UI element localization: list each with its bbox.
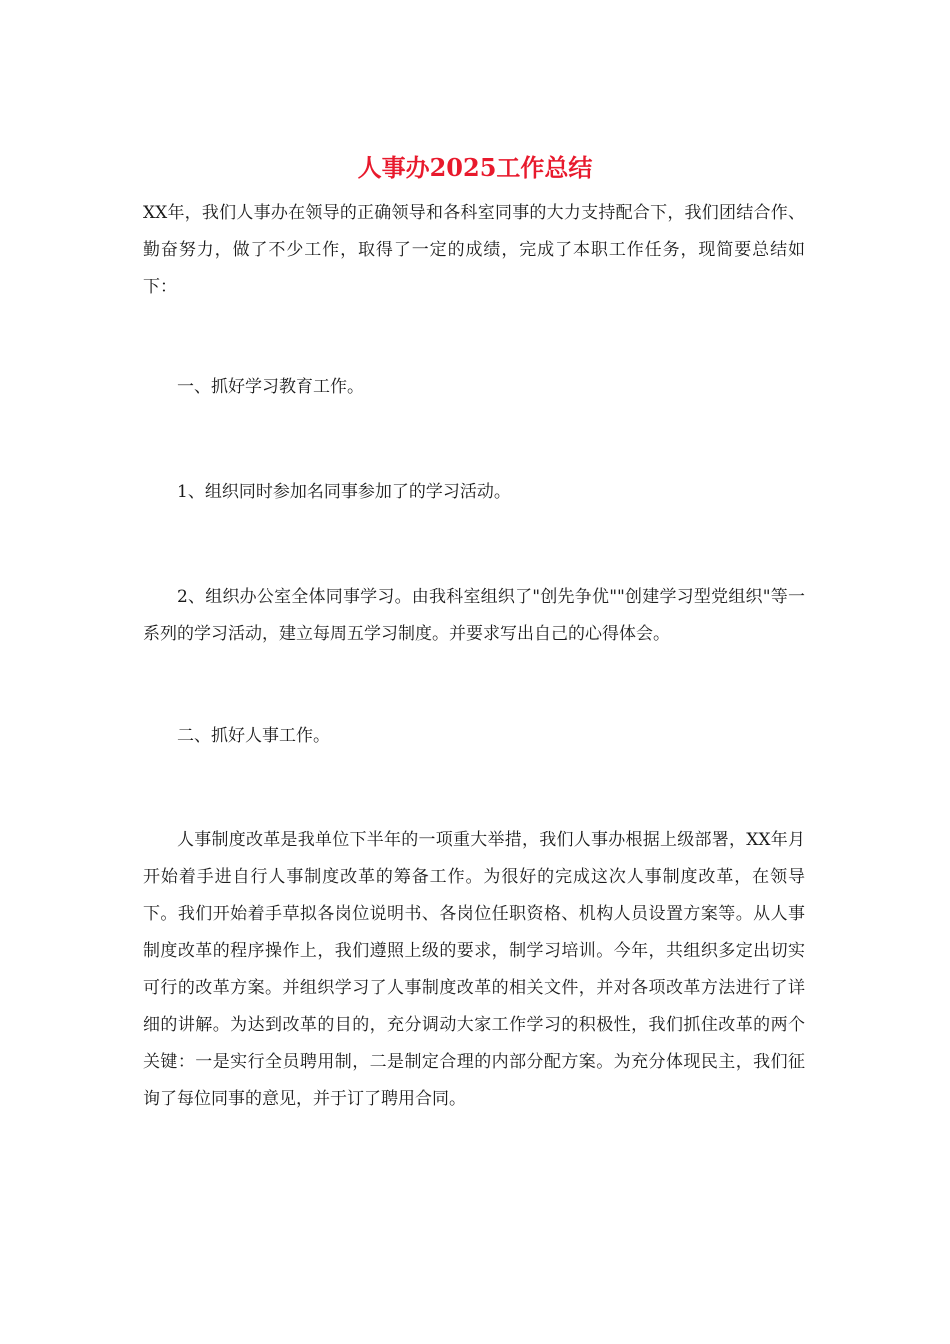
- item-paragraph-1: 1、组织同时参加名同事参加了的学习活动。: [177, 482, 511, 502]
- item-paragraph-2: 2、组织办公室全体同事学习。由我科室组织了"创先争优""创建学习型党组织"等一系列的学习活动，建立每周五学习制度。并要求写出自己的心得体会。: [143, 587, 805, 644]
- section-heading-1: 一、抓好学习教育工作。: [177, 377, 364, 397]
- section-heading-2: 二、抓好人事工作。: [177, 726, 330, 746]
- body-paragraph: 人事制度改革是我单位下半年的一项重大举措，我们人事办根据上级部署，XX年月开始着手进自行人事制度改革的筹备工作。为很好的完成这次人事制度改革，在领导下。我们开始着手草拟各岗位说明书、各岗位任职资格、机构人员设置方案等。从人事制度改革的程序操作上，我们遵照上级的要求，制学习培训。今年，共组织多定出切实可行的改革方案。并组织学习了人事制度改革的相关文件，并对各项改革方法进行了详细的讲解。为达到改革的目的，充分调动大家工作学习的积极性，我们抓住改革的两个关键：一是实行全员聘用制，二是制定合理的内部分配方案。为充分体现民主，我们征询了每位同事的意见，并于订了聘用合同。: [143, 830, 805, 1109]
- intro-paragraph: XX年，我们人事办在领导的正确领导和各科室同事的大力支持配合下，我们团结合作、勤奋努力，做了不少工作，取得了一定的成绩，完成了本职工作任务，现简要总结如下：: [143, 203, 805, 297]
- document-title: 人事办2025工作总结: [357, 153, 593, 182]
